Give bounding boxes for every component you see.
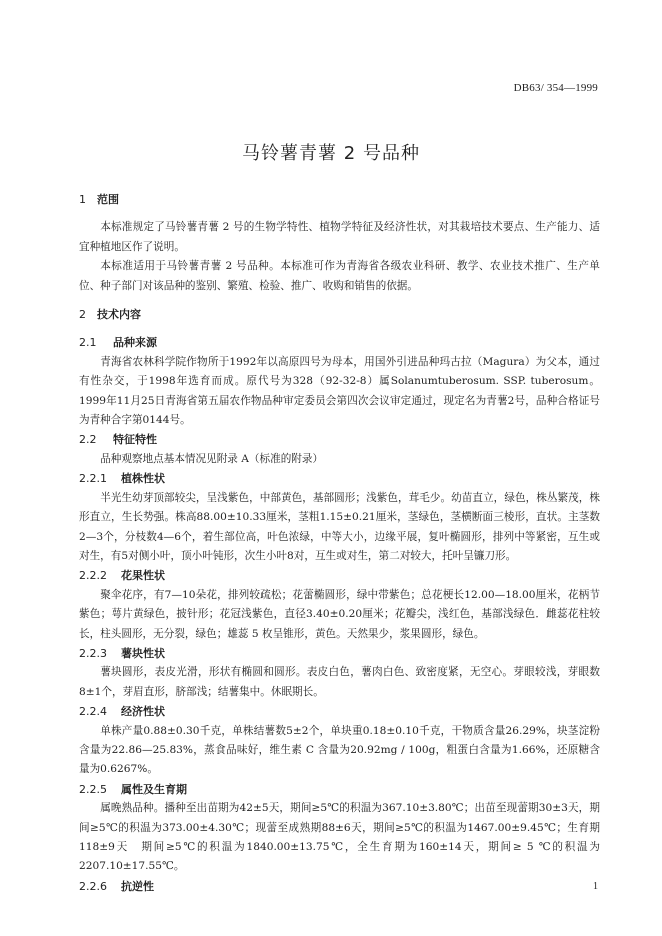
subsubsection-heading-plant [79,469,600,488]
paragraph: 品种观察地点基本情况见附录 A（标准的附录） [100,452,324,465]
subsection-heading-origin [79,333,600,352]
section-title: 植株性状 [121,472,165,486]
subsubsection-heading-tuber [79,644,600,663]
section-title: 属性及生育期 [121,782,187,796]
document-title: 马铃薯青薯 2 号品种 [242,143,420,164]
section-number: 2.2.5 [79,782,107,796]
section-heading-technical-content [79,305,600,324]
section-number: 2.2 [79,433,97,447]
section-title: 特征特性 [113,433,157,447]
section-title: 经济性状 [121,705,165,719]
section-number: 2.2.6 [79,879,107,893]
document-body [79,190,600,896]
paragraph: 属晚熟品种。播种至出苗期为42±5天，期间≥5℃的积温为367.10±3.80℃；出苗至现蕾期30±3天，期间≥5℃的积温为373.00±4.30℃；现蕾至成熟期88±6天，期间≥5℃的积温为1467.00±9.45℃；生育期118±9天 期间≥5℃的积温为1840.00±13.75℃，全生育期为160±14天，期间≥ 5 ℃的积温为2207.10±17.55℃。 [79,802,600,873]
section-title: 薯块性状 [121,646,165,660]
section-number: 2.1 [79,336,97,350]
page-number: 1 [593,881,598,892]
section-title: 范围 [97,193,119,206]
section-number: 2 [79,308,86,322]
section-title: 技术内容 [97,308,141,322]
paragraph: 半光生幼芽顶部较尖，呈浅紫色，中部黄色，基部圆形；浅紫色，茸毛少。幼苗直立，绿色，株丛繁茂，株形直立，生长势强。株高88.00±10.33厘米，茎粗1.15±0.21厘米，茎绿色，茎横断面三棱形，直状。主茎数2—3个，分枝数4—6个，着生部位高，叶色浓绿，中等大小，边缘平展，复叶椭圆形，排列中等紧密，互生或对生，有5对侧小叶，顶小叶钝形，次生小叶8对，互生或对生，第二对较大，托叶呈镰刀形。 [79,491,600,562]
section-title: 花果性状 [121,569,165,583]
section-number: 2.2.2 [79,569,107,583]
section-number: 2.2.3 [79,646,107,660]
section-number: 2.2.4 [79,705,107,719]
section-title: 抗逆性 [121,879,154,893]
paragraph: 单株产量0.88±0.30千克，单株结薯数5±2个，单块重0.18±0.10千克，干物质含量26.29%，块茎淀粉含量为22.86—25.83%，蒸食品味好，维生素 C 含量为20.92mg / 100g，粗蛋白含量为1.66%，还原糖含量为0.6267%。 [79,724,600,776]
section-number: 2.2.1 [79,472,107,486]
subsubsection-heading-growth-period [79,780,600,799]
section-title: 品种来源 [113,336,157,350]
subsubsection-heading-economic [79,702,600,721]
subsection-heading-characteristics [79,430,600,449]
section-heading-scope [79,190,600,209]
paragraph: 薯块圆形，表皮光滑，形状有椭圆和圆形。表皮白色，薯肉白色、致密度紧，无空心。芽眼较浅，芽眼数8±1个，芽眉直形，脐部浅；结薯集中。休眠期长。 [79,666,600,698]
section-number: 1 [79,193,86,206]
paragraph: 聚伞花序，有7—10朵花，排列较疏松；花蕾椭圆形，绿中带紫色；总花梗长12.00—18.00厘米，花柄节紫色；萼片黄绿色，披针形；花冠浅紫色，直径3.40±0.20厘米；花瓣尖，浅红色，基部浅绿色．雌蕊花柱较长，柱头圆形，无分裂，绿色；雄蕊 5 枚呈锥形，黄色。天然果少，浆果圆形，绿色。 [79,588,600,640]
paragraph: 青海省农林科学院作物所于1992年以高原四号为母本，用国外引进品种玛古拉（Magura）为父本，通过有性杂交，于1998年选育而成。原代号为328（92-32-8）属Solanumtuberosum. SSP. tuberosum。1999年11月25日青海省第五届农作物品种审定委员会第四次会议审定通过，现定名为青薯2号，品种合格证号为青种合字第0144号。 [79,355,600,427]
paragraph: 本标准适用于马铃薯青薯 2 号品种。本标准可作为青海省各级农业科研、教学、农业技术推广、生产单位、种子部门对该品种的鉴别、繁殖、检验、推广、收购和销售的依据。 [79,260,600,292]
subsubsection-heading-resistance [79,877,600,896]
subsubsection-heading-flower-fruit [79,566,600,585]
paragraph: 本标准规定了马铃薯青薯 2 号的生物学特性、植物学特征及经济性状，对其栽培技术要点、生产能力、适宜种植地区作了说明。 [79,221,600,253]
standard-code: DB63/ 354—1999 [513,82,598,94]
